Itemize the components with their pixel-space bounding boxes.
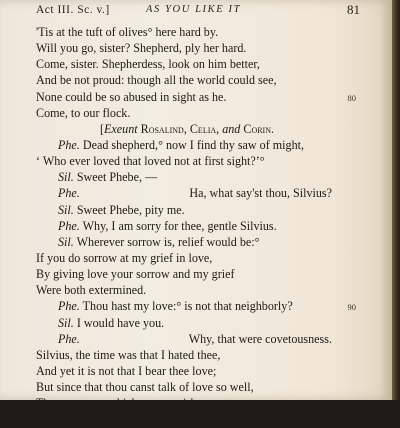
line-text: By giving love your sorrow and my grief — [36, 267, 235, 282]
line-text: Thou hast my love:° is not that neighborly? — [82, 299, 293, 314]
line-text: Come, sister. Shepherdess, look on him better, — [36, 57, 260, 72]
play-text — [36, 24, 356, 428]
line-text: Will you go, sister? Shepherd, ply her hard. — [36, 41, 247, 56]
verse-line — [36, 282, 356, 298]
line-text: If you do sorrow at my grief in love, — [36, 250, 213, 265]
line-text: Thy company, which erst was irksome to me, — [36, 396, 256, 411]
speech-line — [36, 331, 356, 347]
verse-line — [36, 56, 356, 72]
verse-line — [36, 89, 356, 105]
line-text: Silvius, the time was that I hated thee, — [36, 347, 221, 362]
speaker-name: Phe. — [58, 218, 80, 233]
verse-line — [36, 24, 356, 40]
line-text: Come, to our flock. — [36, 105, 131, 120]
speech-line — [36, 298, 356, 314]
speech-line — [36, 202, 356, 218]
speech-line — [36, 169, 356, 185]
verse-line — [36, 363, 356, 379]
verse-line — [36, 266, 356, 282]
line-text: And be not proud: though all the world could see, — [36, 73, 277, 88]
speaker-name: Phe. — [58, 331, 80, 346]
speaker-name: Phe. — [58, 137, 80, 152]
verse-line — [36, 250, 356, 266]
line-text: None could be so abused in sight as he. — [36, 89, 227, 104]
line-text: Why, that were covetousness. — [188, 331, 332, 346]
line-text: Dead shepherd,° now I find thy saw of might, — [82, 137, 304, 152]
line-text: I will endure, and I'll employ thee too: — [36, 412, 222, 427]
line-text: 'Tis at the tuft of olives° here hard by. — [36, 25, 219, 39]
verse-line — [36, 153, 356, 169]
speech-line — [36, 234, 356, 250]
line-text: I would have you. — [76, 315, 165, 330]
stage-and: and — [222, 121, 241, 136]
line-text: But since that thou canst talk of love so well, — [36, 380, 254, 395]
verse-line — [36, 395, 356, 411]
running-title: AS YOU LIKE IT — [146, 4, 242, 15]
speech-line — [36, 137, 356, 153]
speech-line — [36, 185, 356, 201]
page-number: 81 — [347, 2, 360, 17]
line-text: Why, I am sorry for thee, gentle Silvius. — [82, 218, 277, 233]
speaker-name: Phe. — [58, 186, 80, 201]
line-text: ‘ Who ever loved that loved not at first sight?’° — [36, 154, 265, 169]
speech-line — [36, 315, 356, 331]
line-text: And yet it is not that I bear thee love; — [36, 363, 217, 378]
speaker-name: Sil. — [58, 202, 74, 217]
page-edge-shadow — [392, 0, 400, 400]
line-text: Ha, what say'st thou, Silvius? — [189, 186, 332, 201]
stage-corin: Corin. — [243, 121, 275, 136]
stage-exeunt: Exeunt — [104, 121, 138, 136]
stage-names: Rosalind, Celia, — [140, 121, 220, 136]
running-header — [36, 1, 358, 21]
verse-line — [36, 347, 356, 363]
verse-line — [36, 379, 356, 395]
stage-direction — [36, 121, 356, 137]
line-text: Sweet Phebe, — — [76, 170, 158, 185]
speaker-name: Phe. — [58, 299, 80, 314]
line-text: Wherever sorrow is, relief would be:° — [76, 234, 260, 249]
line-number: 80 — [347, 92, 356, 103]
verse-line — [36, 72, 356, 88]
act-scene-reference: Act III. Sc. v.] — [36, 4, 110, 16]
line-text: Were both extermined. — [36, 283, 147, 298]
line-number: 90 — [347, 302, 356, 313]
verse-line — [36, 105, 356, 121]
speaker-name: Sil. — [58, 170, 74, 185]
stage-bracket: [ — [100, 121, 105, 136]
verse-line — [36, 40, 356, 56]
speaker-name: Sil. — [58, 315, 74, 330]
verse-line — [36, 411, 356, 427]
speaker-name: Sil. — [58, 234, 74, 249]
line-text: Sweet Phebe, pity me. — [76, 202, 185, 217]
speech-line — [36, 218, 356, 234]
